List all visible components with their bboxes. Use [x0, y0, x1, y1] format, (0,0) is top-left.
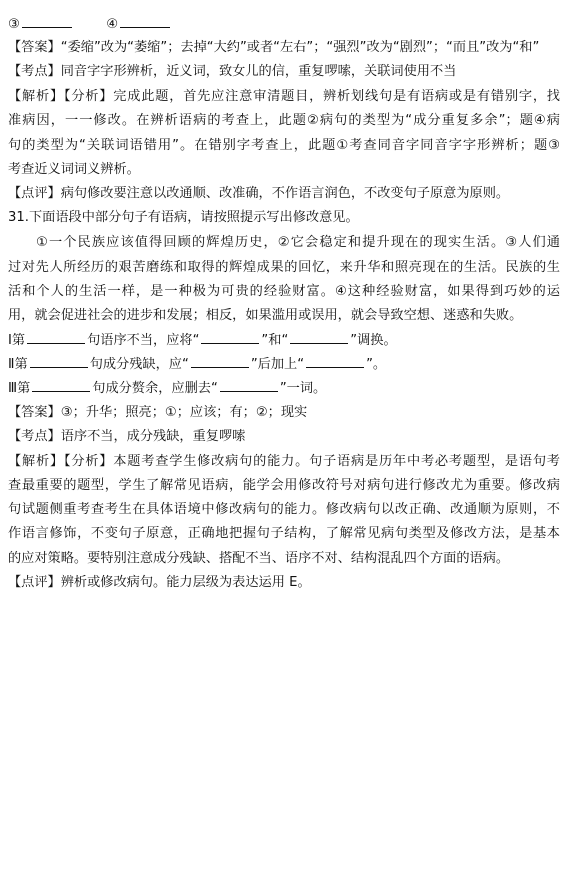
fill-item	[8, 378, 326, 399]
blank-marker-3: ③	[8, 17, 20, 32]
passage-line: 用，就会促进社会的进步和发展；相反，如果滥用或误用，就会导致空想、迷惑和失败。	[8, 308, 523, 323]
item-text: 句语序不当，应将“	[87, 333, 200, 348]
answer-blank	[201, 330, 259, 344]
item-text: 句成分赘余，应删去“	[92, 381, 218, 396]
jiexi-line: 查最重要的题型，学生了解常见语病，能学会用修改符号对病句进行修改尤为重要。修改病	[8, 478, 560, 493]
answer-blank	[30, 354, 88, 368]
question-title: 31.下面语段中部分句子有语病，请按照提示写出修改意见。	[8, 210, 359, 225]
jiexi-line: 【解析】【分析】本题考查学生修改病句的能力。句子语病是历年中考必考题型，是语句考	[8, 454, 560, 469]
item-text: 句成分残缺，应“	[89, 357, 189, 372]
answer-line: 【答案】③；升华；照亮；①；应该；有；②；现实	[8, 405, 308, 420]
dianping-line: 【点评】辨析或修改病句。能力层级为表达运用 E。	[8, 575, 311, 590]
blank-marker-4: ④	[106, 17, 119, 32]
jiexi-line: 的应对策略。要特别注意成分残缺、搭配不当、语序不对、结构混乱四个方面的语病。	[8, 551, 510, 566]
answer-blank	[27, 330, 85, 344]
answer-blank	[306, 354, 364, 368]
answer-line: 【答案】“委缩”改为“萎缩”；去掉“大约”或者“左右”；“强烈”改为“剧烈”；“而且”改为“和”	[8, 40, 540, 55]
item-number: Ⅰ第	[8, 333, 26, 348]
jiexi-line: 句试题侧重考查考生在具体语境中修改病句的能力。修改病句以改正确、改通顺为原则，不	[8, 502, 560, 517]
jiexi-line: 【解析】【分析】完成此题，首先应注意审清题目，辨析划线句是有语病或是有错别字，找	[8, 89, 560, 104]
item-text: ”。	[366, 357, 387, 372]
answer-blank	[290, 330, 348, 344]
answer-blank	[32, 378, 90, 392]
answer-blank	[220, 378, 278, 392]
jiexi-line: 作语言修饰，不变句子原意，正确地把握句子结构，了解常见病句类型及修改方法，是基本	[8, 526, 560, 541]
item-number: Ⅲ第	[8, 381, 31, 396]
item-number: Ⅱ第	[8, 357, 28, 372]
dianping-line: 【点评】病句修改要注意以改通顺、改准确，不作语言润色，不改变句子原意为原则。	[8, 186, 510, 201]
kaodian-line: 【考点】语序不当，成分残缺，重复啰嗦	[8, 429, 246, 444]
item-text: ”后加上“	[250, 357, 305, 372]
blanks-row	[8, 14, 172, 35]
item-text: ”一词。	[279, 381, 327, 396]
jiexi-line: 句的类型为“关联词语错用”。在错别字考查上，此题①考查同音字同音字字形辨析；题③	[8, 138, 560, 153]
fill-item	[8, 354, 386, 375]
passage-line: 过对先人所经历的艰苦磨练和取得的辉煌成果的回忆，来升华和照亮现在的生活。民族的生	[8, 260, 560, 275]
jiexi-line: 考查近义词词义辨析。	[8, 162, 140, 177]
kaodian-line: 【考点】同音字字形辨析，近义词，致女儿的信，重复啰嗦，关联词使用不当	[8, 64, 457, 79]
passage-line: 活和个人的生活一样，是一种极为可贵的经验财富。④这种经验财富，如果得到巧妙的运	[8, 284, 560, 299]
item-text: ”调换。	[350, 333, 397, 348]
answer-blank	[120, 14, 170, 28]
item-text: ”和“	[261, 333, 289, 348]
answer-blank	[191, 354, 249, 368]
fill-item	[8, 330, 397, 351]
answer-blank	[22, 14, 72, 28]
jiexi-line: 准病因，一一修改。在辨析语病的考查上，此题②病句的类型为“成分重复多余”；题④病	[8, 113, 560, 128]
passage-line: ①一个民族应该值得回顾的辉煌历史，②它会稳定和提升现在的现实生活。③人们通	[36, 235, 560, 250]
